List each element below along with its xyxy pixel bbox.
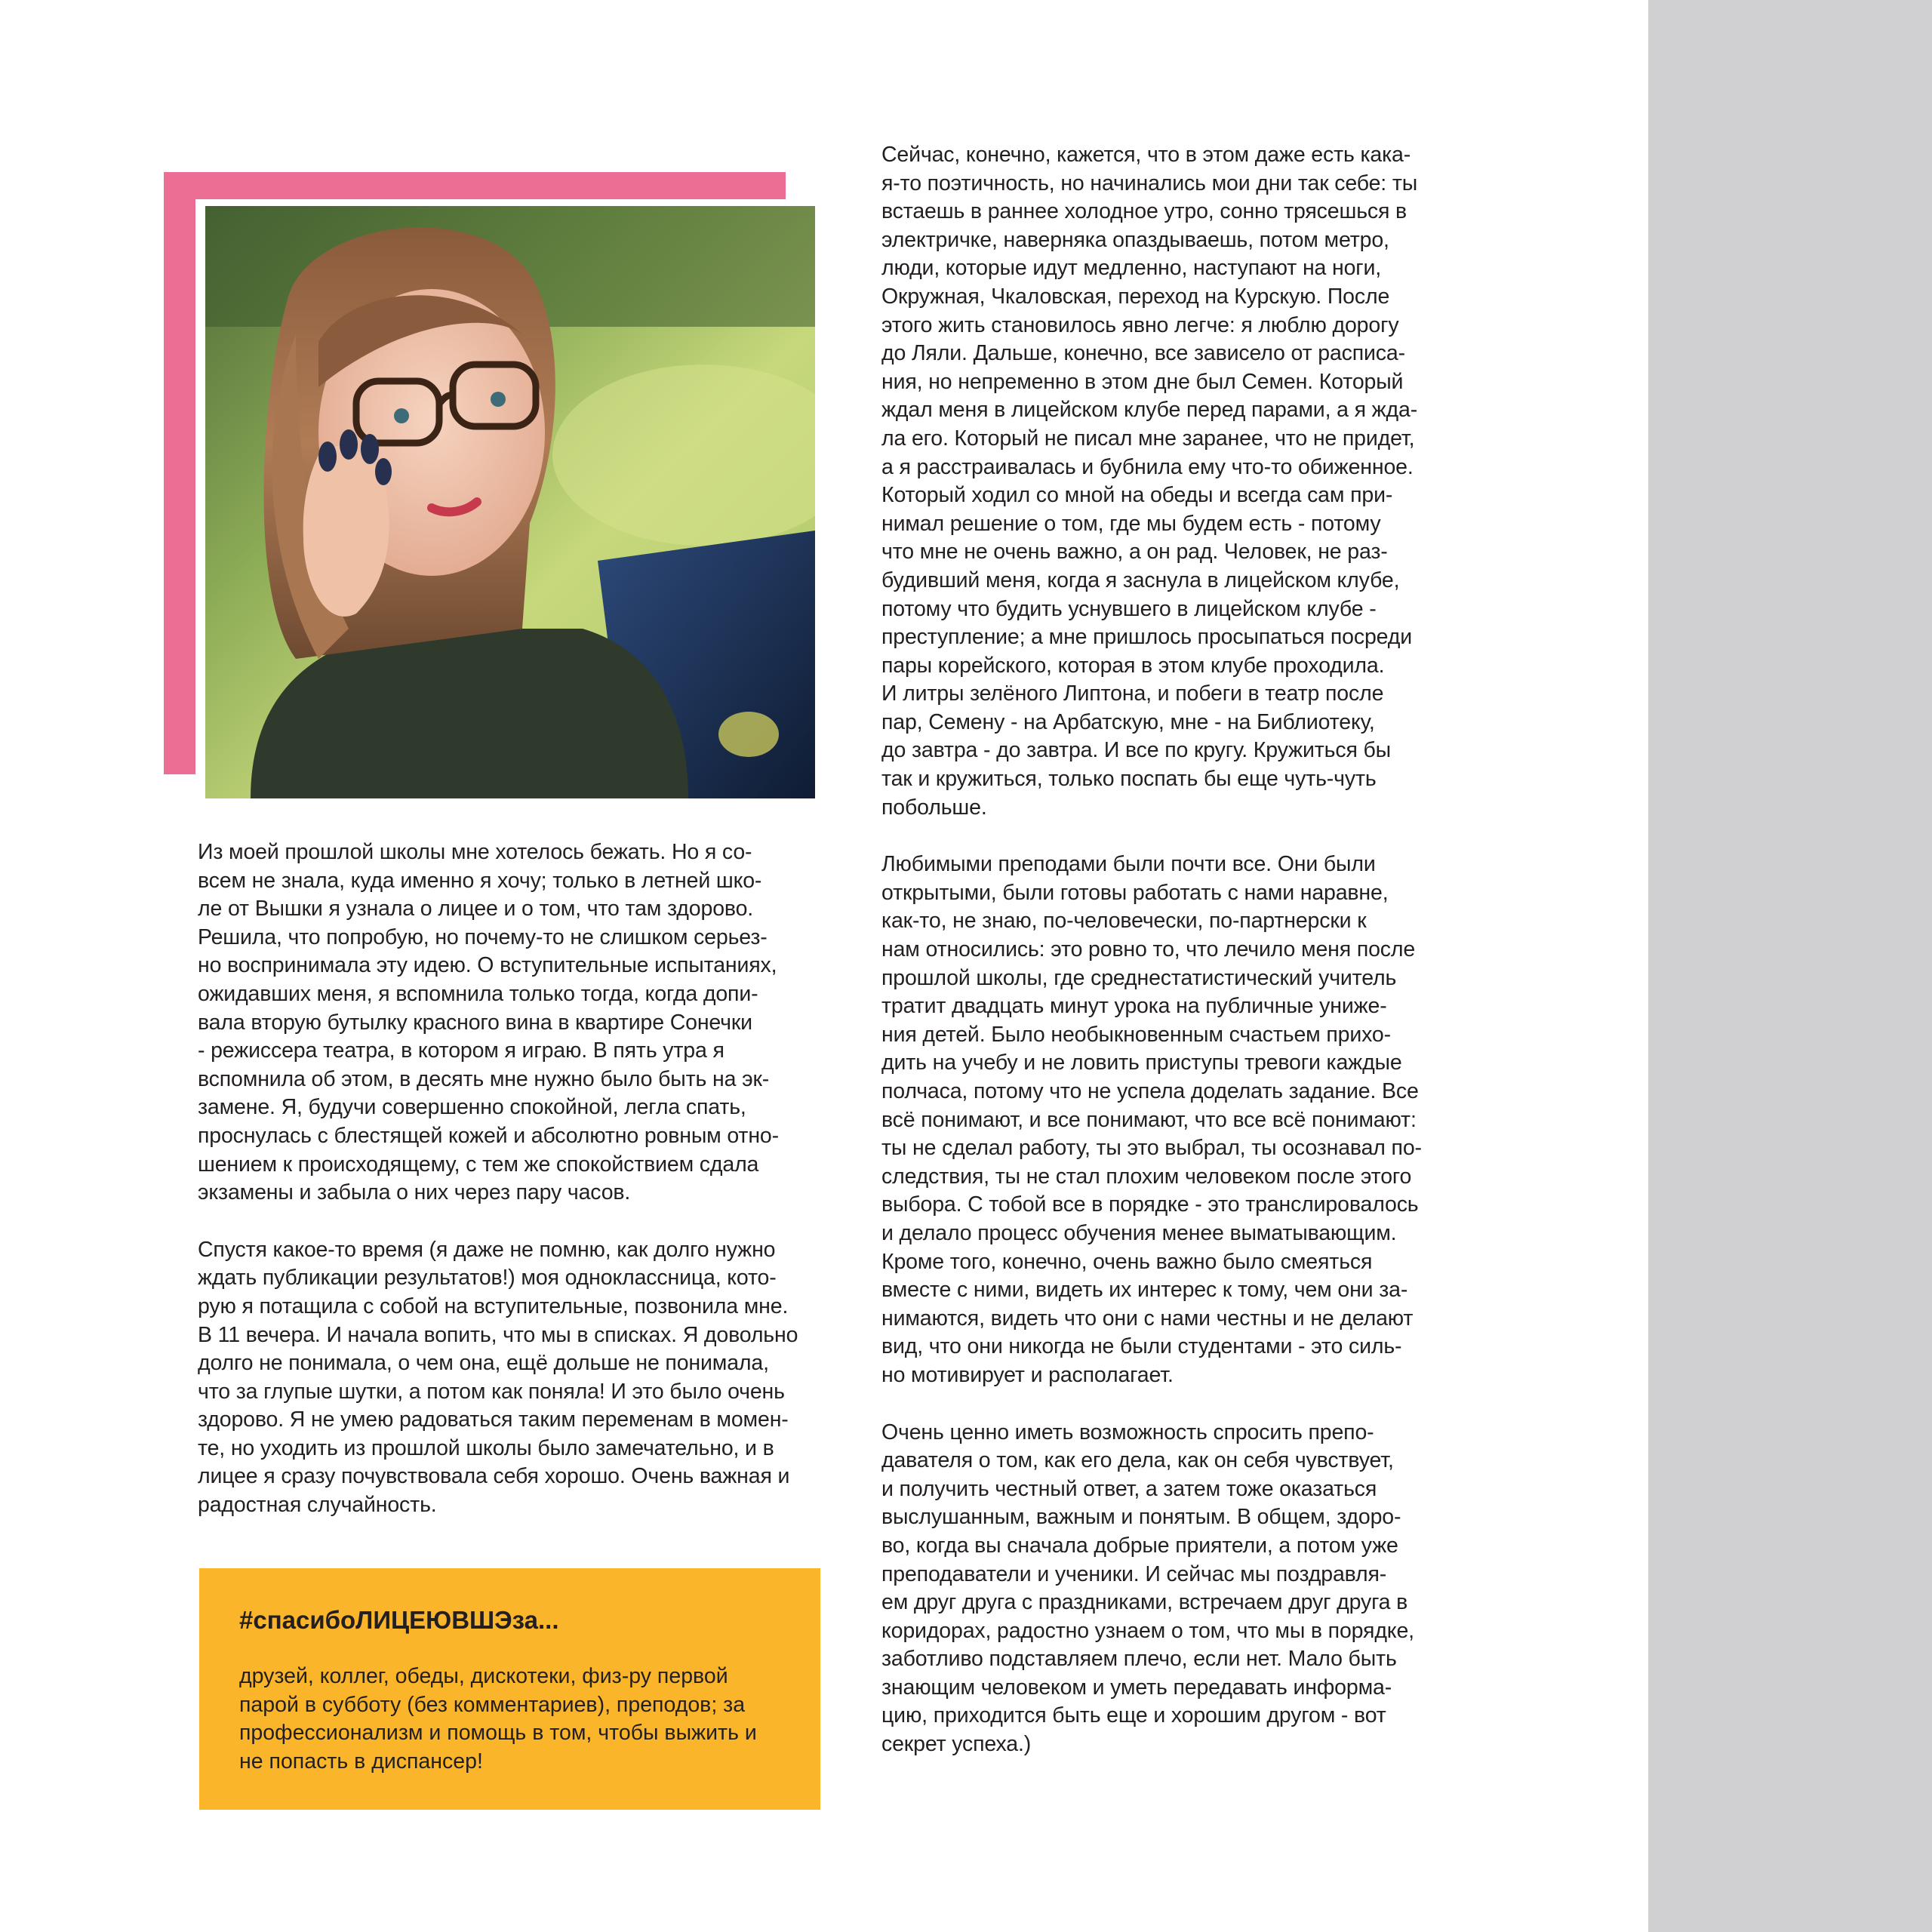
text-line: ждал меня в лицейском клубе перед парами, а я жда- bbox=[881, 398, 1418, 423]
text-line: а я расстраивалась и бубнила ему что-то обиженное. bbox=[881, 454, 1414, 479]
text-line: профессионализм и помощь в том, чтобы выжить и bbox=[239, 1721, 757, 1746]
text-line: преступление; а мне пришлось просыпаться посреди bbox=[881, 625, 1413, 650]
text-line: заботливо подставляем плечо, если нет. Мало быть bbox=[881, 1647, 1397, 1672]
text-line: ждать публикации результатов!) моя одноклассница, кото- bbox=[198, 1266, 777, 1291]
text-line: - режиссера театра, в котором я играю. В пять утра я bbox=[198, 1038, 724, 1063]
text-line: проснулась с блестящей кожей и абсолютно ровным отно- bbox=[198, 1123, 779, 1148]
text-line: лицее я сразу почувствовала себя хорошо. Очень важная и bbox=[198, 1464, 790, 1489]
text-line: преподаватели и ученики. И сейчас мы поздравля- bbox=[881, 1561, 1387, 1586]
text-line: друзей, коллег, обеды, дискотеки, физ-ру первой bbox=[239, 1664, 728, 1688]
text-line: коридорах, радостно узнаем о том, что мы в порядке, bbox=[881, 1618, 1414, 1643]
text-line: ле от Вышки я узнала о лицее и о том, что там здорово. bbox=[198, 897, 754, 921]
text-line: во, когда вы сначала добрые приятели, а потом уже bbox=[881, 1533, 1398, 1558]
text-line: люди, которые идут медленно, наступают на ноги, bbox=[881, 256, 1382, 281]
text-line: до завтра - до завтра. И все по кругу. Кружиться бы bbox=[881, 738, 1392, 763]
text-line: ты не сделал работу, ты это выбрал, ты осознавал по- bbox=[881, 1136, 1422, 1161]
text-line: знающим человеком и уметь передавать информа- bbox=[881, 1675, 1392, 1700]
text-line: Любимыми преподами были почти все. Они были bbox=[881, 852, 1376, 877]
text-line: потому что будить уснувшего в лицейском клубе - bbox=[881, 596, 1377, 621]
text-line: Окружная, Чкаловская, переход на Курскую. После bbox=[881, 284, 1390, 309]
text-line: открытыми, были готовы работать с нами наравне, bbox=[881, 880, 1389, 905]
text-line: как-то, не знаю, по-человечески, по-партнерски к bbox=[881, 909, 1367, 934]
paragraph bbox=[881, 141, 1455, 822]
text-line: полчаса, потому что не успела доделать задание. Все bbox=[881, 1079, 1419, 1103]
text-line: прошлой школы, где среднестатистический учитель bbox=[881, 965, 1397, 990]
portrait-photo bbox=[205, 206, 815, 798]
text-line: парой в субботу (без комментариев), преподов; за bbox=[239, 1692, 746, 1717]
paragraph bbox=[881, 1419, 1455, 1759]
text-line: ожидавших меня, я вспомнила только тогда, когда допи- bbox=[198, 981, 758, 1006]
portrait-illustration bbox=[205, 206, 815, 798]
paragraph bbox=[881, 851, 1455, 1389]
text-line: так и кружиться, только поспать бы еще чуть-чуть bbox=[881, 767, 1377, 792]
text-line: В 11 вечера. И начала вопить, что мы в списках. Я довольно bbox=[198, 1322, 798, 1347]
text-line: но мотивирует и располагает. bbox=[881, 1362, 1174, 1387]
text-line: и делало процесс обучения менее выматывающим. bbox=[881, 1220, 1397, 1245]
text-line: до Ляли. Дальше, конечно, все зависело от расписа- bbox=[881, 341, 1405, 366]
text-line: те, но уходить из прошлой школы было замечательно, и в bbox=[198, 1435, 774, 1460]
side-gray-strip bbox=[1648, 0, 1932, 1932]
text-line: тратит двадцать минут урока на публичные униже- bbox=[881, 994, 1387, 1019]
text-line: нимал решение о том, где мы будем есть - потому bbox=[881, 511, 1381, 536]
text-line: вид, что они никогда не были студентами - это силь- bbox=[881, 1334, 1402, 1359]
text-line: ния детей. Было необыкновенным счастьем прихо- bbox=[881, 1022, 1391, 1047]
text-line: ла его. Который не писал мне заранее, что не придет, bbox=[881, 426, 1415, 451]
text-line: что мне не очень важно, а он рад. Человек, не раз- bbox=[881, 540, 1388, 565]
text-line: вспомнила об этом, в десять мне нужно было быть на эк- bbox=[198, 1066, 770, 1091]
text-line: ния, но непременно в этом дне был Семен. Который bbox=[881, 369, 1404, 394]
text-line: И литры зелёного Липтона, и побеги в театр после bbox=[881, 681, 1384, 706]
callout-body bbox=[239, 1663, 757, 1776]
text-line: всё понимают, и все понимают, что все всё понимают: bbox=[881, 1107, 1417, 1132]
paragraph bbox=[198, 838, 832, 1208]
text-line: и получить честный ответ, а затем тоже оказаться bbox=[881, 1476, 1377, 1501]
thanks-callout-box bbox=[199, 1568, 820, 1810]
paragraph bbox=[198, 1236, 832, 1520]
text-line: всем не знала, куда именно я хочу; только в летней шко- bbox=[198, 868, 762, 893]
text-line: Кроме того, конечно, очень важно было смеяться bbox=[881, 1249, 1373, 1274]
text-line: нам относились: это ровно то, что лечило меня после bbox=[881, 937, 1416, 962]
text-line: выслушанным, важным и понятым. В общем, здоро- bbox=[881, 1505, 1401, 1530]
text-line: цию, приходится быть еще и хорошим другом - вот bbox=[881, 1703, 1386, 1728]
text-line: радостная случайность. bbox=[198, 1493, 437, 1518]
text-line: Решила, что попробую, но почему-то не слишком серьез- bbox=[198, 924, 768, 949]
text-line: что за глупые шутки, а потом как поняла! И это было очень bbox=[198, 1379, 785, 1404]
text-line: ем друг друга с праздниками, встречаем друг друга в bbox=[881, 1590, 1408, 1615]
text-line: не попасть в диспансер! bbox=[239, 1749, 483, 1774]
text-line: следствия, ты не стал плохим человеком после этого bbox=[881, 1164, 1412, 1189]
text-line: вместе с ними, видеть их интерес к тому, чем они за- bbox=[881, 1278, 1408, 1303]
text-line: Очень ценно иметь возможность спросить препо- bbox=[881, 1420, 1374, 1444]
text-line: этого жить становилось явно легче: я люблю дорогу bbox=[881, 312, 1399, 337]
text-line: побольше. bbox=[881, 795, 987, 820]
text-line: встаешь в раннее холодное утро, сонно трясешься в bbox=[881, 199, 1407, 224]
text-line: давателя о том, как его дела, как он себя чувствует, bbox=[881, 1448, 1394, 1473]
left-text-column bbox=[198, 838, 832, 1549]
text-line: рую я потащила с собой на вступительные, позвонила мне. bbox=[198, 1294, 789, 1318]
text-line: здорово. Я не умею радоваться таким переменам в момен- bbox=[198, 1407, 789, 1432]
callout-hashtag-title: #спасибоЛИЦЕЮВШЭза... bbox=[239, 1606, 559, 1634]
text-line: замене. Я, будучи совершенно спокойной, легла спать, bbox=[198, 1095, 746, 1120]
text-line: будивший меня, когда я заснула в лицейском клубе, bbox=[881, 568, 1400, 592]
text-line: Который ходил со мной на обеды и всегда сам при- bbox=[881, 483, 1393, 508]
text-line: долго не понимала, о чем она, ещё дольше не понимала, bbox=[198, 1351, 769, 1376]
right-text-column bbox=[881, 141, 1455, 1788]
text-line: Спустя какое-то время (я даже не помню, как долго нужно bbox=[198, 1237, 776, 1262]
text-line: секрет успеха.) bbox=[881, 1732, 1032, 1757]
text-line: экзамены и забыла о них через пару часов. bbox=[198, 1180, 631, 1205]
text-line: выбора. С тобой все в порядке - это транслировалось bbox=[881, 1192, 1419, 1217]
text-line: дить на учебу и не ловить приступы тревоги каждые bbox=[881, 1051, 1402, 1075]
text-line: я-то поэтичность, но начинались мои дни так себе: ты bbox=[881, 171, 1418, 195]
text-line: шением к происходящему, с тем же спокойствием сдала bbox=[198, 1152, 759, 1177]
text-line: вала вторую бутылку красного вина в квартире Сонечки bbox=[198, 1010, 752, 1035]
text-line: Сейчас, конечно, кажется, что в этом даже есть кака- bbox=[881, 143, 1411, 167]
text-line: электричке, наверняка опаздываешь, потом метро, bbox=[881, 227, 1389, 252]
text-line: нимаются, видеть что они с нами честны и не делают bbox=[881, 1306, 1414, 1331]
text-line: но воспринимала эту идею. О вступительные испытаниях, bbox=[198, 953, 777, 978]
text-line: Из моей прошлой школы мне хотелось бежать. Но я со- bbox=[198, 840, 752, 864]
text-line: пар, Семену - на Арбатскую, мне - на Библиотеку, bbox=[881, 709, 1375, 734]
text-line: пары корейского, которая в этом клубе проходила. bbox=[881, 653, 1385, 678]
